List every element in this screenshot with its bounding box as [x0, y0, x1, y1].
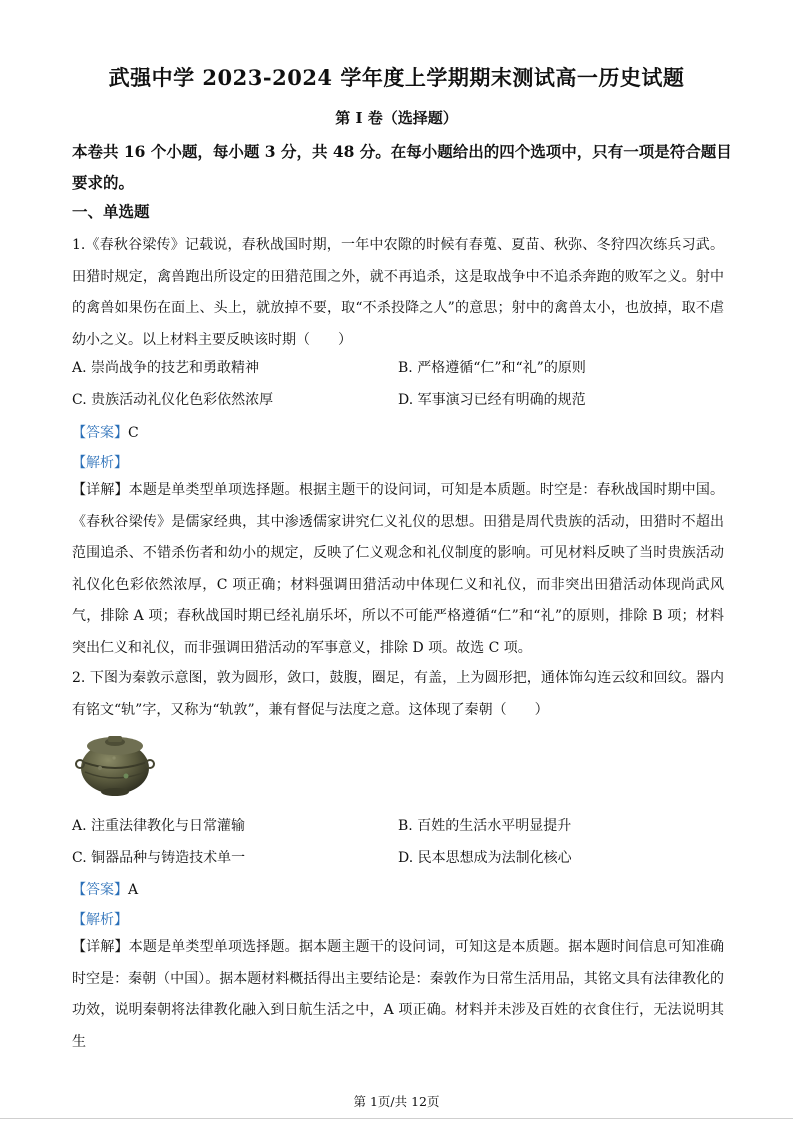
answer-label: 【答案】 [72, 882, 128, 898]
q2-option-c: C. 铜器品种与铸造技术单一 [72, 850, 246, 866]
answer-label: 【答案】 [72, 425, 128, 441]
q2-analysis-label [72, 909, 128, 929]
answer-value: A [128, 882, 139, 898]
page-footer: 第 1页/共 12页 [353, 1094, 440, 1109]
instructions: 本卷共 16 个小题，每小题 3 分，共 48 分。在每小题给出的四个选项中，只有一项是符合题目要求的。 [72, 142, 732, 192]
q1-option-c: C. 贵族活动礼仪化色彩依然浓厚 [72, 392, 274, 408]
q1-option-b: B. 严格遵循“仁”和“礼”的原则 [398, 360, 586, 376]
q2-option-d: D. 民本思想成为法制化核心 [398, 850, 572, 866]
page-title: 武强中学 2023-2024 学年度上学期期末测试高一历史试题 [108, 65, 685, 90]
question-1-stem: 1.《春秋谷梁传》记载说，春秋战国时期，一年中农隙的时候有春蒐、夏苗、秋弥、冬狩四次练兵习武。田猎时规定，禽兽跑出所设定的田猎范围之外，就不再追杀，这是取战争中不追杀奔跑的败军之义。射中的禽兽如果伤在面上、头上，就放掉不要，取“不杀投降之人”的意思；射中的禽兽太小，也放掉，取不虐幼小之义。以上材料主要反映该时期（ ） [72, 237, 724, 348]
q2-detail: 【详解】本题是单类型单项选择题。据本题主题干的设问词，可知这是本质题。据本题时间信息可知准确时空是：秦朝（中国）。据本题材料概括得出主要结论是：秦敦作为日常生活用品，其铭文具有法律教化的功效，说明秦朝将法律教化融入到日航生活之中，A 项正确。材料并未涉及百姓的衣食住行，无法说明其生 [72, 939, 724, 1050]
q1-option-d: D. 军事演习已经有明确的规范 [398, 392, 586, 408]
q1-option-a: A. 崇尚战争的技艺和勇敢精神 [72, 360, 260, 376]
qin-dun-vessel-image [74, 728, 156, 798]
q2-answer [72, 879, 138, 899]
q1-analysis-label [72, 452, 128, 472]
q1-detail: 【详解】本题是单类型单项选择题。根据主题干的设问词，可知是本质题。时空是：春秋战国时期中国。《春秋谷梁传》是儒家经典，其中渗透儒家讲究仁义礼仪的思想。田猎是周代贵族的活动，田猎时不超出范围追杀、不错杀伤者和幼小的规定，反映了仁义观念和礼仪制度的影响。可见材料反映了当时贵族活动礼仪化色彩依然浓厚，C 项正确；材料强调田猎活动中体现仁义和礼仪，而非突出田猎活动体现尚武风气，排除 A 项；春秋战国时期已经礼崩乐坏，所以不可能严格遵循“仁”和“礼”的原则，排除 B 项；材料突出仁义和礼仪，而非强调田猎活动的军事意义，排除 D 项。故选 C 项。 [72, 482, 724, 656]
analysis-label: 【解析】 [72, 455, 128, 471]
analysis-label: 【解析】 [72, 912, 128, 928]
footer-divider [0, 1118, 793, 1119]
section-title: 第 I 卷（选择题） [335, 109, 458, 127]
q2-option-b: B. 百姓的生活水平明显提升 [398, 818, 572, 834]
answer-value: C [128, 425, 139, 441]
part-heading: 一、单选题 [72, 202, 150, 221]
q1-answer [72, 422, 139, 442]
question-2-stem: 2. 下图为秦敦示意图，敦为圆形，敛口，鼓腹，圈足，有盖，上为圆形把，通体饰勾连云纹和回纹。器内有铭文“轨”字，又称为“轨敦”，兼有督促与法度之意。这体现了秦朝（ ） [72, 670, 724, 718]
q2-option-a: A. 注重法律教化与日常灌输 [72, 818, 246, 834]
